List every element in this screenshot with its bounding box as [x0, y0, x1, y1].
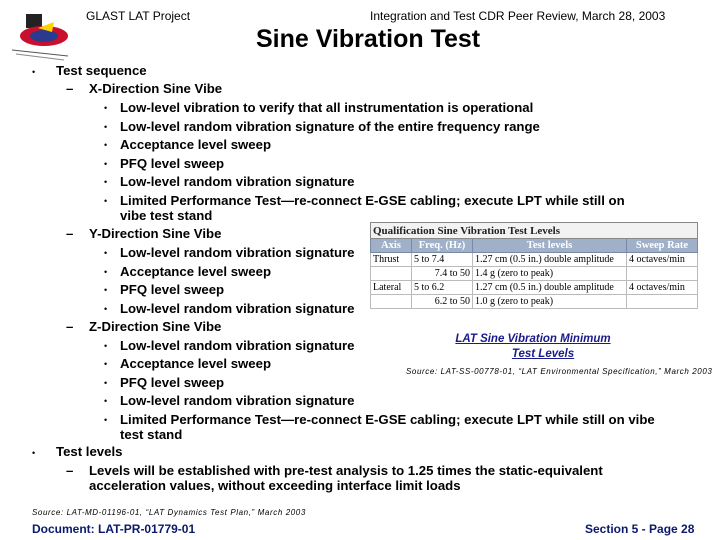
bullet-icon: •: [104, 396, 108, 406]
table-cell: 1.27 cm (0.5 in.) double amplitude: [473, 253, 627, 267]
table-row: [371, 281, 698, 295]
x-direction-heading: X-Direction Sine Vibe: [89, 81, 223, 96]
bullet-icon: •: [104, 415, 108, 425]
bullet-icon: •: [104, 341, 108, 351]
table-link-line2[interactable]: Test Levels: [511, 348, 575, 360]
x-item-continuation: vibe test stand: [120, 208, 213, 223]
table-row: [371, 253, 698, 267]
bullet-icon: •: [104, 196, 108, 206]
bullet-icon: •: [32, 67, 36, 77]
levels-text-line2: acceleration values, without exceeding interface limit loads: [89, 478, 461, 493]
project-label: GLAST LAT Project: [86, 9, 191, 23]
y-item: Low-level random vibration signature: [120, 301, 355, 316]
bullet-test-levels: Test levels: [56, 444, 123, 459]
y-item: Low-level random vibration signature: [120, 245, 355, 260]
x-item: Low-level random vibration signature of the entire frequency range: [120, 119, 540, 134]
z-item: Low-level random vibration signature: [120, 338, 355, 353]
sine-vibration-levels-table: [370, 222, 698, 318]
dash-icon: –: [66, 81, 74, 96]
x-item: PFQ level sweep: [120, 156, 225, 171]
table-cell: [627, 267, 698, 281]
z-item: Acceptance level sweep: [120, 356, 272, 371]
bullet-icon: •: [104, 159, 108, 169]
table-cell: 5 to 6.2: [412, 281, 473, 295]
bullet-icon: •: [104, 122, 108, 132]
z-item: Limited Performance Test—re-connect E-GSE cabling; execute LPT while still on vibe: [120, 412, 655, 427]
bullet-icon: •: [104, 140, 108, 150]
table-source-note: Source: LAT-SS-00778-01, “LAT Environmental Specification,” March 2003: [406, 367, 713, 376]
bullet-icon: •: [104, 177, 108, 187]
bullet-icon: •: [104, 359, 108, 369]
y-item: Acceptance level sweep: [120, 264, 272, 279]
table-cell: 5 to 7.4: [412, 253, 473, 267]
table-cell: [627, 295, 698, 309]
bullet-icon: •: [104, 248, 108, 258]
table-cell: 1.0 g (zero to peak): [473, 295, 627, 309]
table-cell: [371, 267, 412, 281]
z-direction-heading: Z-Direction Sine Vibe: [89, 319, 222, 334]
table-cell: 1.4 g (zero to peak): [473, 267, 627, 281]
table-cell: 4 octaves/min: [627, 281, 698, 295]
table-cell: 6.2 to 50: [412, 295, 473, 309]
page-source-note: Source: LAT-MD-01196-01, “LAT Dynamics Test Plan,” March 2003: [32, 508, 306, 517]
table-row: [371, 295, 698, 309]
table-cell: Thrust: [371, 253, 412, 267]
table-cell: Lateral: [371, 281, 412, 295]
page-title: Sine Vibration Test: [256, 25, 481, 53]
table-cell: 1.27 cm (0.5 in.) double amplitude: [473, 281, 627, 295]
x-item: Low-level random vibration signature: [120, 174, 355, 189]
table-cell: [371, 295, 412, 309]
z-item: Low-level random vibration signature: [120, 393, 355, 408]
table-header: Freq. (Hz): [412, 239, 473, 253]
z-item: PFQ level sweep: [120, 375, 225, 390]
dash-icon: –: [66, 226, 74, 241]
table-cell: 4 octaves/min: [627, 253, 698, 267]
y-direction-heading: Y-Direction Sine Vibe: [89, 226, 222, 241]
bullet-icon: •: [104, 378, 108, 388]
bullet-icon: •: [104, 103, 108, 113]
table-header: Axis: [371, 239, 412, 253]
x-item: Acceptance level sweep: [120, 137, 272, 152]
x-item: Low-level vibration to verify that all instrumentation is operational: [120, 100, 534, 115]
bullet-test-sequence: Test sequence: [56, 63, 147, 78]
table-row: [371, 267, 698, 281]
y-item: PFQ level sweep: [120, 282, 225, 297]
dash-icon: –: [66, 319, 74, 334]
levels-text-line1: Levels will be established with pre-test analysis to 1.25 times the static-equivalent: [89, 463, 603, 478]
z-item-continuation: test stand: [120, 427, 183, 442]
table-link-line1[interactable]: LAT Sine Vibration Minimum: [455, 333, 611, 345]
x-item: Limited Performance Test—re-connect E-GSE cabling; execute LPT while still on: [120, 193, 625, 208]
table-header: Test levels: [473, 239, 627, 253]
review-label: Integration and Test CDR Peer Review, March 28, 2003: [370, 9, 666, 23]
table-header: Sweep Rate: [627, 239, 698, 253]
glast-logo: [8, 10, 72, 62]
bullet-icon: •: [32, 448, 36, 458]
bullet-icon: •: [104, 304, 108, 314]
table-cell: 7.4 to 50: [412, 267, 473, 281]
table-caption: Qualification Sine Vibration Test Levels: [371, 223, 698, 239]
dash-icon: –: [66, 463, 74, 478]
bullet-icon: •: [104, 267, 108, 277]
bullet-icon: •: [104, 285, 108, 295]
footer-page-number: Section 5 - Page 28: [585, 522, 695, 536]
footer-document-id: Document: LAT-PR-01779-01: [32, 522, 196, 536]
